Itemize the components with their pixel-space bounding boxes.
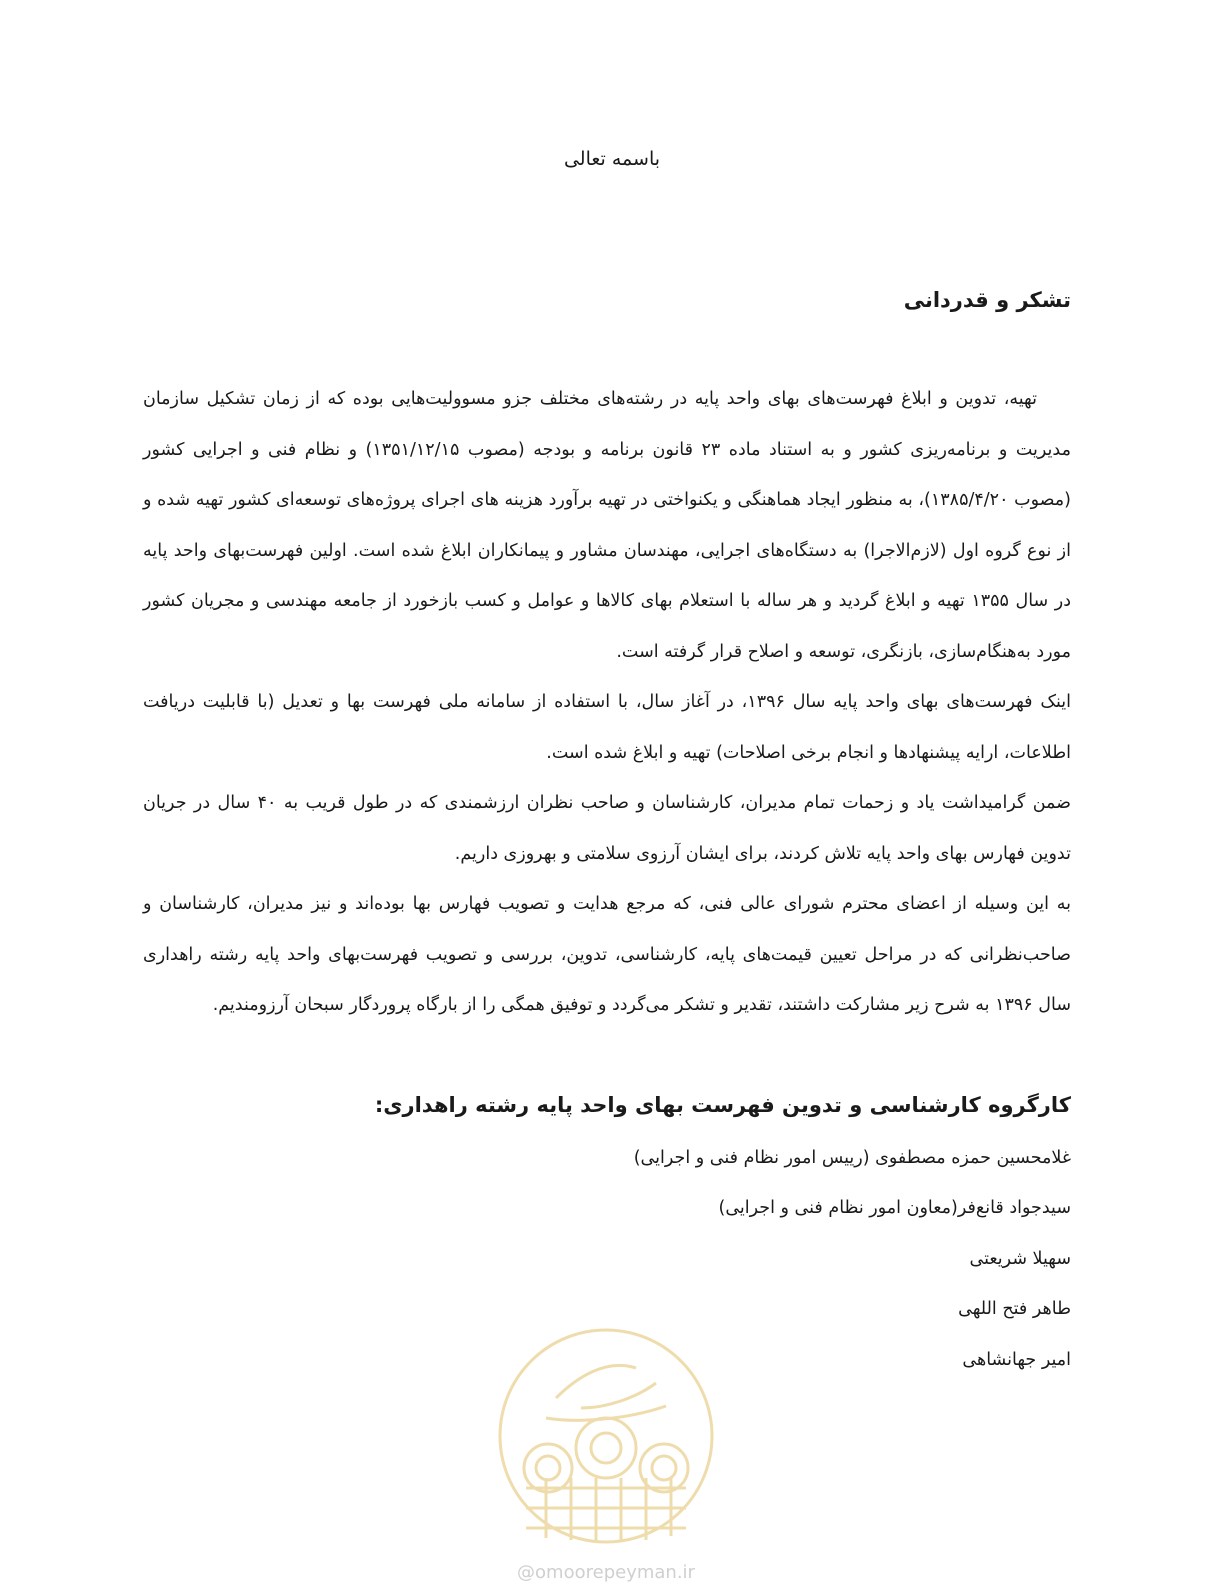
watermark-logo — [486, 1328, 726, 1584]
page-title: تشکر و قدردانی — [903, 288, 1071, 312]
member-item: امیر جهانشاهی — [962, 1349, 1071, 1370]
paragraph-3: ضمن گرامیداشت یاد و زحمات تمام مدیران، کارشناسان و صاحب نظران ارزشمندی که در طول قریب به ۴۰ سال در جریان تدوین فهارس بهای واحد پایه تلاش کردند، برای ایشان آرزوی سلامتی و بهروزی داریم. — [143, 793, 1071, 864]
paragraph-2: اینک فهرست‌های بهای واحد پایه سال ۱۳۹۶، در آغاز سال، با استفاده از سامانه ملی فهرست بها و تعدیل (با قابلیت دریافت اطلاعات، ارایه پیشنهادها و انجام برخی اصلاحات) تهیه و ابلاغ شده است. — [143, 692, 1071, 763]
watermark-seal-icon — [486, 1328, 726, 1584]
watermark-site: @omoorepeyman.ir — [517, 1562, 695, 1583]
invocation-line: باسمه تعالی — [563, 148, 661, 170]
member-item: سیدجواد قانع‌فر(معاون امور نظام فنی و اجرایی) — [718, 1198, 1071, 1218]
member-item: غلامحسین حمزه مصطفوی (رییس امور نظام فنی و اجرایی) — [633, 1147, 1071, 1168]
paragraphs — [143, 374, 1071, 1031]
workgroup-title: کارگروه کارشناسی و تدوین فهرست بهای واحد پایه رشته راهداری: — [374, 1092, 1071, 1117]
paragraph-1: تهیه، تدوین و ابلاغ فهرست‌های بهای واحد پایه در رشته‌های مختلف جزو مسوولیت‌هایی بوده که از زمان تشکیل سازمان مدیریت و برنامه‌ریزی کشور و به استناد ماده ۲۳ قانون برنامه و بودجه (مصوب ۱۳۵۱/۱۲/۱۵) و نظام فنی و اجرایی کشور (مصوب ۱۳۸۵/۴/۲۰)، به منظور ایجاد هماهنگی و یکنواختی در تهیه برآورد هزینه های اجرای پروژه‌های توسعه‌ای کشور تهیه شده و از نوع گروه اول (لازم‌الاجرا) به دستگاه‌های اجرایی، مهندسان مشاور و پیمانکاران ابلاغ شده است. اولین فهرست‌بهای واحد پایه در سال ۱۳۵۵ تهیه و ابلاغ گردید و هر ساله با استعلام بهای کالاها و عوامل و کسب بازخورد از جامعه مهندسی و مجریان کشور مورد به‌هنگام‌سازی، بازنگری، توسعه و اصلاح قرار گرفته است. — [143, 389, 1071, 662]
paragraph-4: به این وسیله از اعضای محترم شورای عالی فنی، که مرجع هدایت و تصویب فهارس بها بوده‌اند و نیز مدیران، کارشناسان و صاحب‌نظرانی که در مراحل تعیین قیمت‌های پایه، کارشناسی، تدوین، بررسی و تصویب فهرست‌بهای واحد پایه رشته راهداری سال ۱۳۹۶ به شرح زیر مشارکت داشتند، تقدیر و تشکر می‌گردد و توفیق همگی را از بارگاه پروردگار سبحان آرزومندیم. — [143, 894, 1071, 1015]
document-body — [143, 282, 1071, 1385]
member-item: طاهر فتح اللهی — [958, 1299, 1071, 1319]
member-item: سهیلا شریعتی — [969, 1248, 1071, 1269]
